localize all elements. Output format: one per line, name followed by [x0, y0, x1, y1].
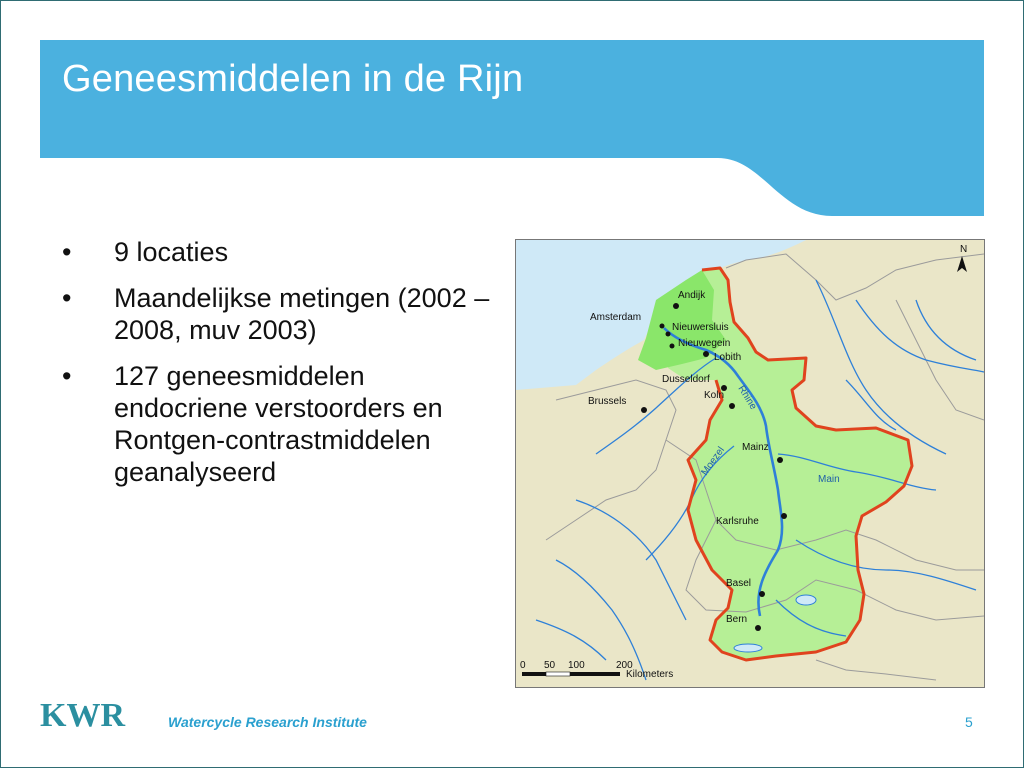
- bullet-list: [62, 236, 502, 502]
- scale-tick-100: 100: [568, 660, 585, 671]
- label-brussels: Brussels: [588, 396, 627, 407]
- label-lobith: Lobith: [714, 352, 742, 363]
- rhine-basin-map: [515, 239, 985, 688]
- dot-lobith: [703, 351, 709, 357]
- bullet-text: 127 geneesmiddelen endocriene verstoorders en Rontgen-contrastmiddelen geanalyseerd: [114, 361, 443, 487]
- bullet-locations: [62, 236, 502, 268]
- lake-constance: [796, 595, 816, 605]
- scale-tick-200: 200: [616, 660, 633, 671]
- kwr-logo: [40, 698, 144, 732]
- footer-institute: Watercycle Research Institute: [168, 714, 367, 730]
- slide-title: Geneesmiddelen in de Rijn: [62, 58, 524, 100]
- label-nieuwegein: Nieuwegein: [678, 338, 731, 349]
- bullet-text: Maandelijkse metingen (2002 – 2008, muv 2003): [114, 283, 490, 345]
- dot-basel: [759, 591, 765, 597]
- label-andijk: Andijk: [678, 290, 706, 301]
- label-mainz: Mainz: [742, 442, 769, 453]
- bullet-text: 9 locaties: [114, 237, 229, 267]
- label-bern: Bern: [726, 614, 748, 625]
- label-karlsruhe: Karlsruhe: [716, 516, 759, 527]
- dot-brussels: [641, 407, 647, 413]
- label-rhine: Rhine: [735, 383, 759, 412]
- label-basel: Basel: [726, 578, 752, 589]
- scale-tick-50: 50: [544, 660, 556, 671]
- north-label: N: [960, 244, 968, 255]
- bullet-marker: •: [62, 283, 72, 313]
- label-main: Main: [818, 474, 840, 485]
- scale-tick-0: 0: [520, 660, 526, 671]
- page-number: 5: [965, 714, 973, 730]
- bullet-marker: •: [62, 237, 72, 267]
- dot-amsterdam: [660, 324, 665, 329]
- dot-andijk: [673, 303, 679, 309]
- kwr-logo-text: KWR: [40, 698, 125, 732]
- label-koln: Koln: [704, 390, 725, 401]
- dot-nieuwersluis: [666, 332, 671, 337]
- label-nieuwersluis: Nieuwersluis: [672, 322, 729, 333]
- dot-bern: [755, 625, 761, 631]
- dot-nieuwegein: [670, 344, 675, 349]
- lake-bern: [734, 644, 762, 652]
- dot-mainz: [777, 457, 783, 463]
- dot-koln: [729, 403, 735, 409]
- scale-unit: Kilometers: [626, 669, 674, 680]
- dot-karlsruhe: [781, 513, 787, 519]
- label-moezel: Moezel: [699, 444, 727, 478]
- label-dusseldorf: Dusseldorf: [662, 374, 710, 385]
- bullet-measurements: [62, 282, 502, 346]
- label-amsterdam: Amsterdam: [590, 312, 642, 323]
- bullet-pharmaceuticals: [62, 360, 502, 488]
- bullet-marker: •: [62, 361, 72, 391]
